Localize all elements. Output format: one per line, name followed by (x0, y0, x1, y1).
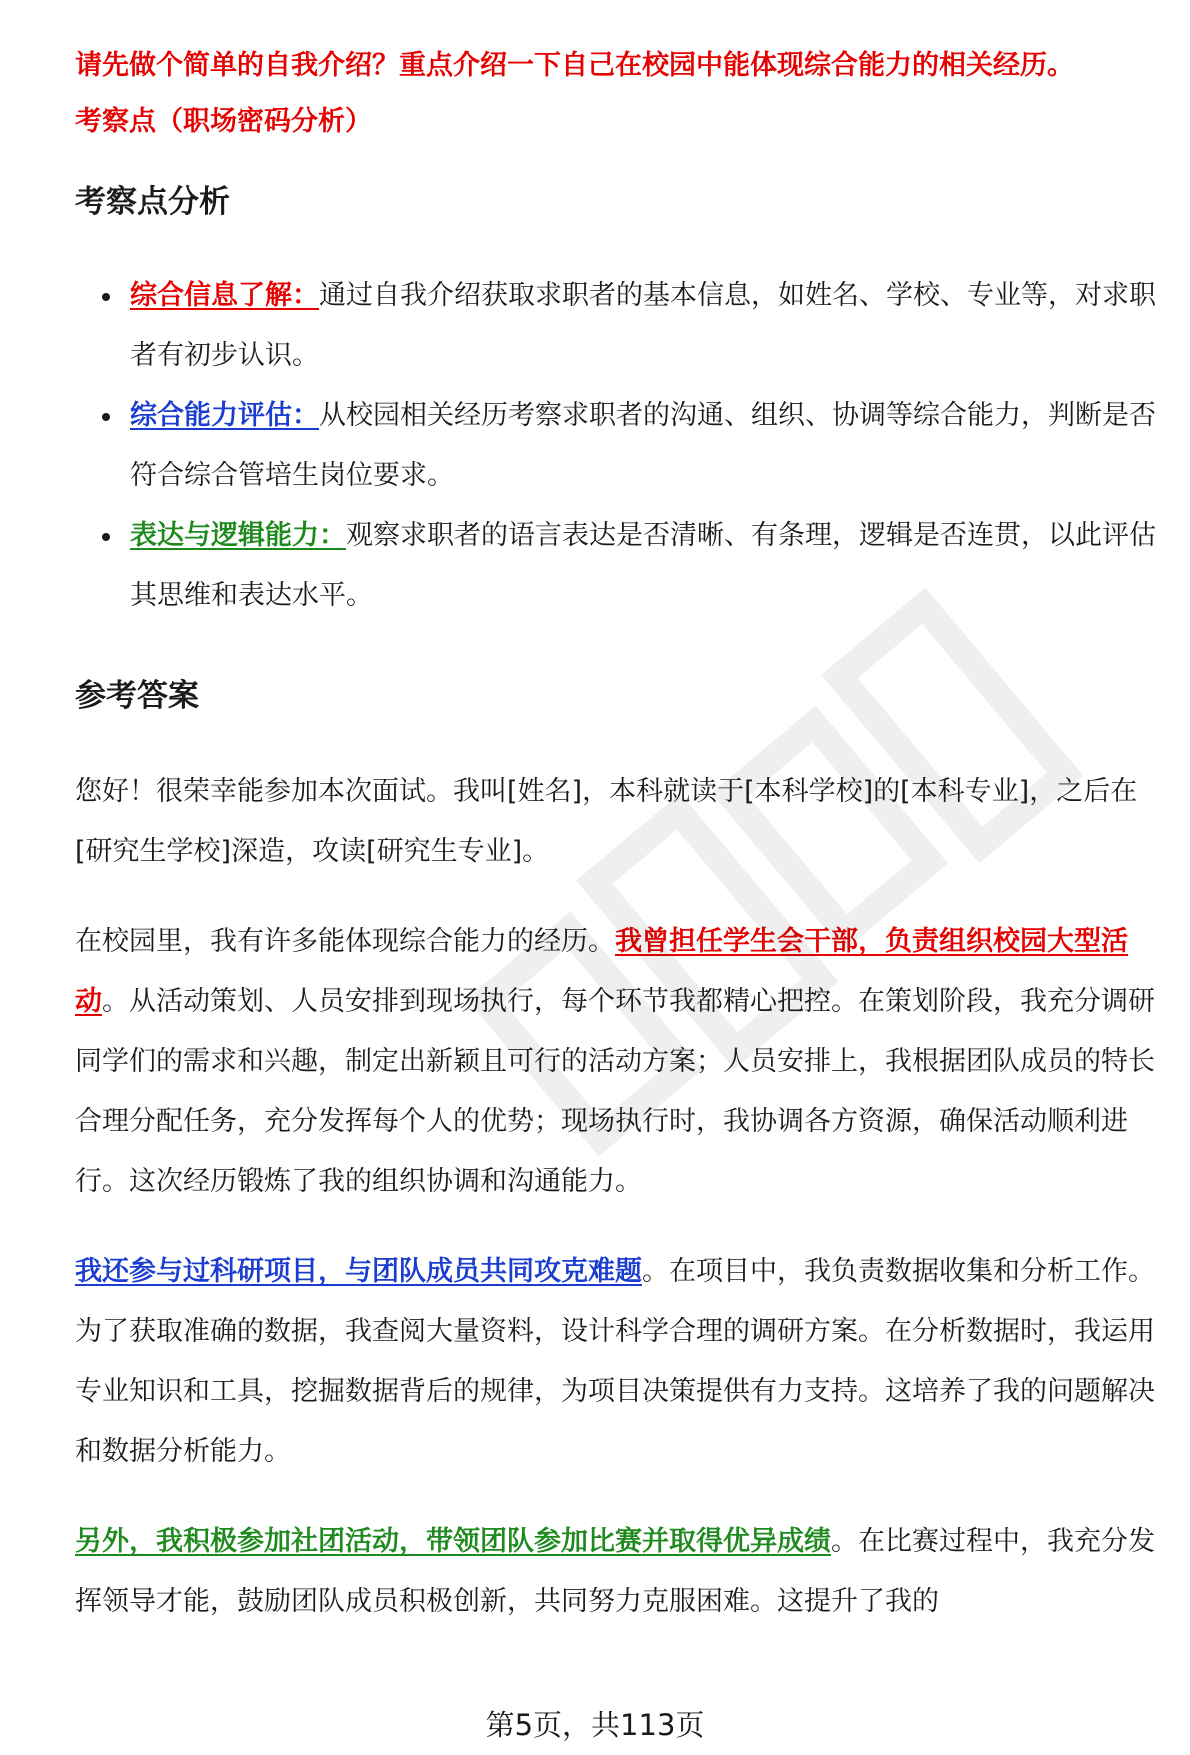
paragraph-text: 。在比赛过程中，我充分发挥领导才能，鼓励团队成员积极创新，共同努力克服困难。这提升了我的 (75, 1526, 1155, 1617)
bullet-highlight: 综合能力评估： (130, 400, 319, 431)
answer-paragraph-intro: 您好！很荣幸能参加本次面试。我叫[姓名]，本科就读于[本科学校]的[本科专业]，之后在[研究生学校]深造，攻读[研究生专业]。 (75, 776, 1138, 867)
answer-paragraph-research (75, 1242, 1165, 1482)
paragraph-highlight: 我曾担任学生会干部，负责组织校园大型活动 (75, 926, 1128, 1017)
bullet-item-ability (75, 386, 1160, 506)
answer-paragraph-student-union (75, 912, 1165, 1212)
analysis-section-title: 考察点分析 (75, 184, 230, 220)
paragraph-highlight: 我还参与过科研项目，与团队成员共同攻克难题 (75, 1256, 642, 1287)
bullet-dot-icon (102, 293, 110, 301)
bullet-item-info (75, 266, 1160, 386)
page-number-footer: 第5页，共113页 (485, 1708, 705, 1742)
question-heading: 请先做个简单的自我介绍？重点介绍一下自己在校园中能体现综合能力的相关经历。 (75, 50, 1074, 81)
paragraph-highlight: 另外，我积极参加社团活动，带领团队参加比赛并取得优异成绩 (75, 1526, 831, 1557)
paragraph-text: 在校园里，我有许多能体现综合能力的经历。 (75, 926, 615, 957)
answer-paragraph-clubs (75, 1512, 1165, 1632)
bullet-text: 观察求职者的语言表达是否清晰、有条理，逻辑是否连贯，以此评估其思维和表达水平。 (130, 520, 1156, 611)
bullet-item-expression (75, 506, 1160, 626)
paragraph-text: 。在项目中，我负责数据收集和分析工作。为了获取准确的数据，我查阅大量资料，设计科学合理的调研方案。在分析数据时，我运用专业知识和工具，挖掘数据背后的规律，为项目决策提供有力支持。这培养了我的问题解决和数据分析能力。 (75, 1256, 1155, 1467)
bullet-highlight: 表达与逻辑能力： (130, 520, 346, 551)
bullet-highlight: 综合信息了解： (130, 280, 319, 311)
bullet-text: 通过自我介绍获取求职者的基本信息，如姓名、学校、专业等，对求职者有初步认识。 (130, 280, 1156, 371)
answer-section-title: 参考答案 (75, 678, 199, 714)
bullet-text: 从校园相关经历考察求职者的沟通、组织、协调等综合能力，判断是否符合综合管培生岗位要求。 (130, 400, 1156, 491)
analysis-bullet-list (75, 266, 1162, 626)
paragraph-text: 。从活动策划、人员安排到现场执行，每个环节我都精心把控。在策划阶段，我充分调研同学们的需求和兴趣，制定出新颖且可行的活动方案；人员安排上，我根据团队成员的特长合理分配任务，充分发挥每个人的优势；现场执行时，我协调各方资源，确保活动顺利进行。这次经历锻炼了我的组织协调和沟通能力。 (75, 986, 1155, 1197)
bullet-dot-icon (102, 413, 110, 421)
bullet-dot-icon (102, 533, 110, 541)
assessment-point-label: 考察点（职场密码分析） (75, 106, 372, 137)
